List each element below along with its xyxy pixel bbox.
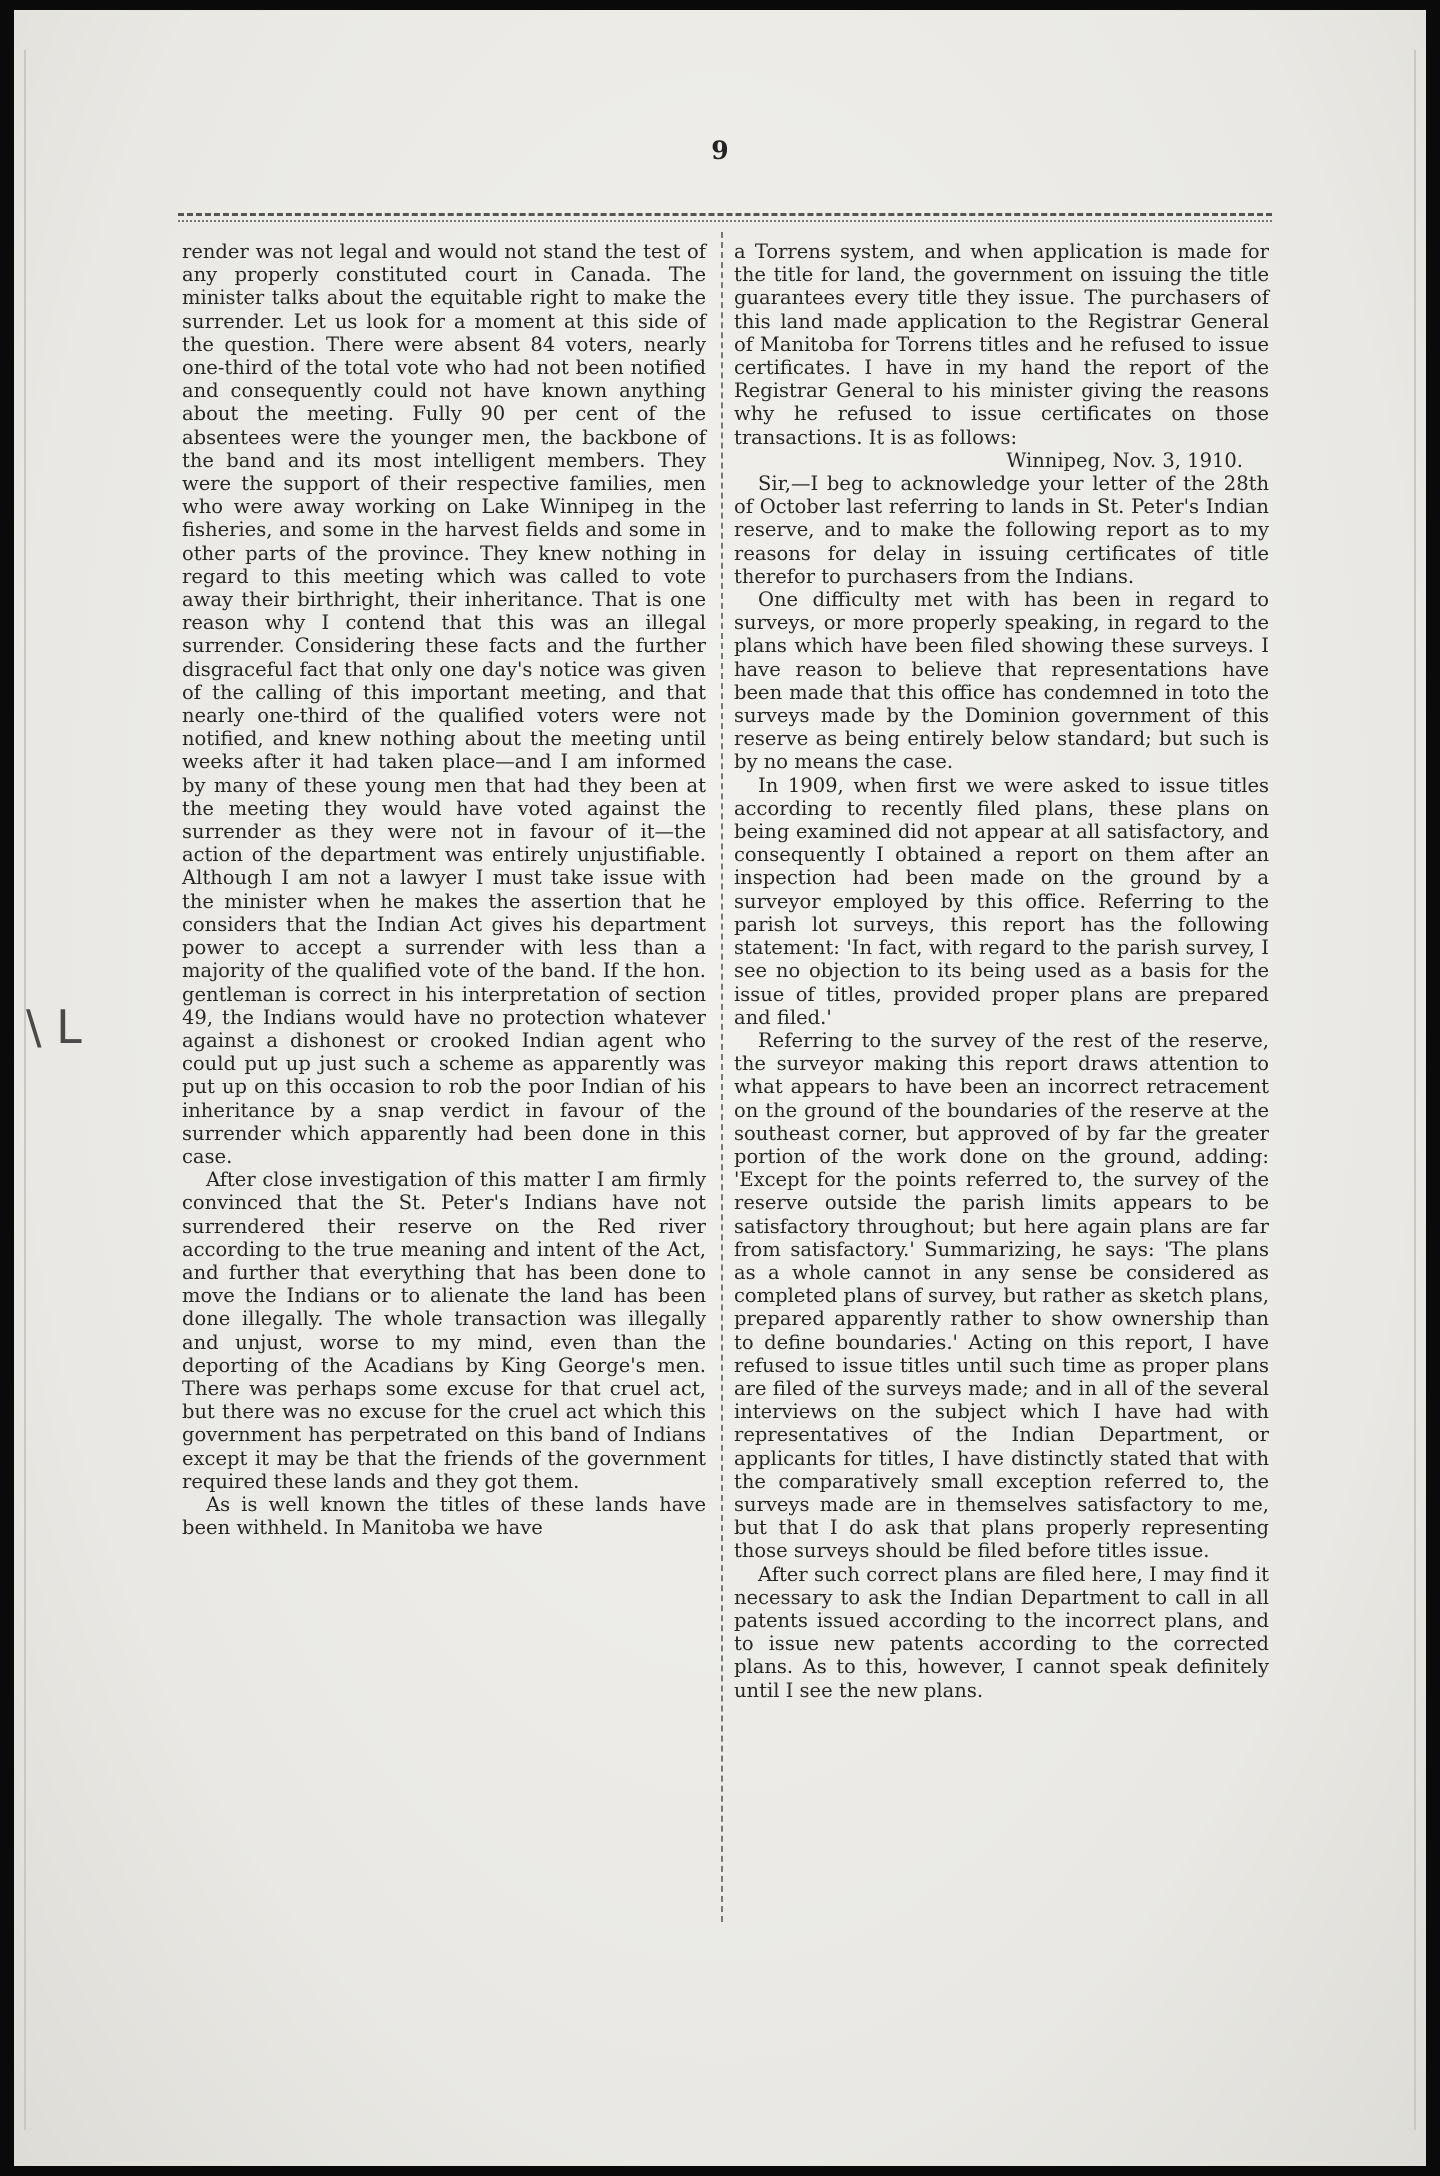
letter-paragraph-1: Sir,—I beg to acknowledge your letter of the 28th of October last referring to lands in St. Peter's Indian reserve, and to make the following report as to my reasons for delay in issuing certificates of title therefor to purchasers from the Indians.: [734, 472, 1269, 588]
page-edge-left: [24, 50, 26, 2130]
page-number: 9: [711, 136, 729, 165]
left-paragraph-2: After close investigation of this matter I am firmly convinced that the St. Peter's Indians have not surrendered their reserve on the Red river according to the true meaning and intent of the Act, and further that everything that has been done to move the Indians or to alienate the land has been done illegally. The whole transaction was illegally and unjust, worse to my mind, even than the deporting of the Acadians by King George's men. There was perhaps some excuse for that cruel act, but there was no excuse for the cruel act which this government has perpetrated on this band of Indians except it may be that the friends of the government required these lands and they got them.: [182, 1168, 706, 1493]
margin-annotation: \ L: [26, 1000, 82, 1054]
left-paragraph-1: render was not legal and would not stand the test of any properly constituted court in Canada. The minister talks about the equitable right to make the surrender. Let us look for a moment at this side of the question. There were absent 84 voters, nearly one-third of the total vote who had not been notified and consequently could not have known anything about the meeting. Fully 90 per cent of the absentees were the younger men, the backbone of the band and its most intelligent members. They were the support of their respective families, men who were away working on Lake Winnipeg in the fisheries, and some in the harvest fields and some in other parts of the province. They knew nothing in regard to this meeting which was called to vote away their birthright, their inheritance. That is one reason why I contend that this was an illegal surrender. Considering these facts and the further disgraceful fact that only one day's notice was given of the calling of this important meeting, and that nearly one-third of the qualified voters were not notified, and knew nothing about the meeting until weeks after it had taken place—and I am informed by many of these young men that had they been at the meeting they would have voted against the surrender as they were not in favour of it—the action of the department was entirely unjustifiable. Although I am not a lawyer I must take issue with the minister when he makes the assertion that he considers that the Indian Act gives his department power to accept a surrender with less than a majority of the qualified vote of the band. If the hon. gentleman is correct in his interpretation of section 49, the Indians would have no protection whatever against a dishonest or crooked Indian agent who could put up just such a scheme as apparently was put up on this occasion to rob the poor Indian of his inheritance by a snap verdict in favour of the surrender which apparently had been done in this case.: [182, 240, 706, 1168]
letter-paragraph-3: In 1909, when first we were asked to issue titles according to recently filed plans, these plans on being examined did not appear at all satisfactory, and consequently I obtained a report on them after an inspection had been made on the ground by a surveyor employed by this office. Referring to the parish lot surveys, this report has the following statement: 'In fact, with regard to the parish survey, I see no objection to its being used as a basis for the issue of titles, provided proper plans are prepared and filed.': [734, 773, 1269, 1029]
column-divider: [721, 232, 723, 1922]
right-intro-paragraph: a Torrens system, and when application is made for the title for land, the government on issuing the title guarantees every title they issue. The purchasers of this land made application to the Registrar General of Manitoba for Torrens titles and he refused to issue certificates. I have in my hand the report of the Registrar General to his minister giving the reasons why he refused to issue certificates on those transactions. It is as follows:: [734, 240, 1269, 449]
letter-dateline: Winnipeg, Nov. 3, 1910.: [1006, 448, 1243, 472]
letter-paragraph-2: One difficulty met with has been in regard to surveys, or more properly speaking, in regard to the plans which have been filed showing these surveys. I have reason to believe that representations have been made that this office has condemned in toto the surveys made by the Dominion government of this reserve as being entirely below standard; but such is by no means the case.: [734, 588, 1269, 774]
right-column: [734, 240, 1269, 1702]
header-rule-secondary: [178, 220, 1272, 222]
page-edge-right: [1414, 50, 1416, 2130]
document-page: [14, 10, 1426, 2166]
header-rule: [178, 213, 1272, 216]
letter-paragraph-4: Referring to the survey of the rest of the reserve, the surveyor making this report draws attention to what appears to have been an incorrect retracement on the ground of the boundaries of the reserve at the southeast corner, but approved of by far the greater portion of the work done on the ground, adding: 'Except for the points referred to, the survey of the reserve outside the parish limits appears to be satisfactory throughout; but here again plans are far from satisfactory.' Summarizing, he says: 'The plans as a whole cannot in any sense be considered as completed plans of survey, but rather as sketch plans, prepared apparently rather to show ownership than to define boundaries.' Acting on this report, I have refused to issue titles until such time as proper plans are filed of the surveys made; and in all of the several interviews on the subject which I have had with representatives of the Indian Department, or applicants for titles, I have distinctly stated that with the comparatively small exception referred to, the surveys made are in themselves satisfactory to me, but that I do ask that plans properly representing those surveys should be filed before titles issue.: [734, 1028, 1269, 1563]
letter-paragraph-5: After such correct plans are filed here, I may find it necessary to ask the Indian Department to call in all patents issued according to the incorrect plans, and to issue new patents according to the corrected plans. As to this, however, I cannot speak definitely until I see the new plans.: [734, 1562, 1269, 1702]
left-paragraph-3: As is well known the titles of these lands have been withheld. In Manitoba we have: [182, 1492, 706, 1540]
left-column: [182, 240, 706, 1539]
